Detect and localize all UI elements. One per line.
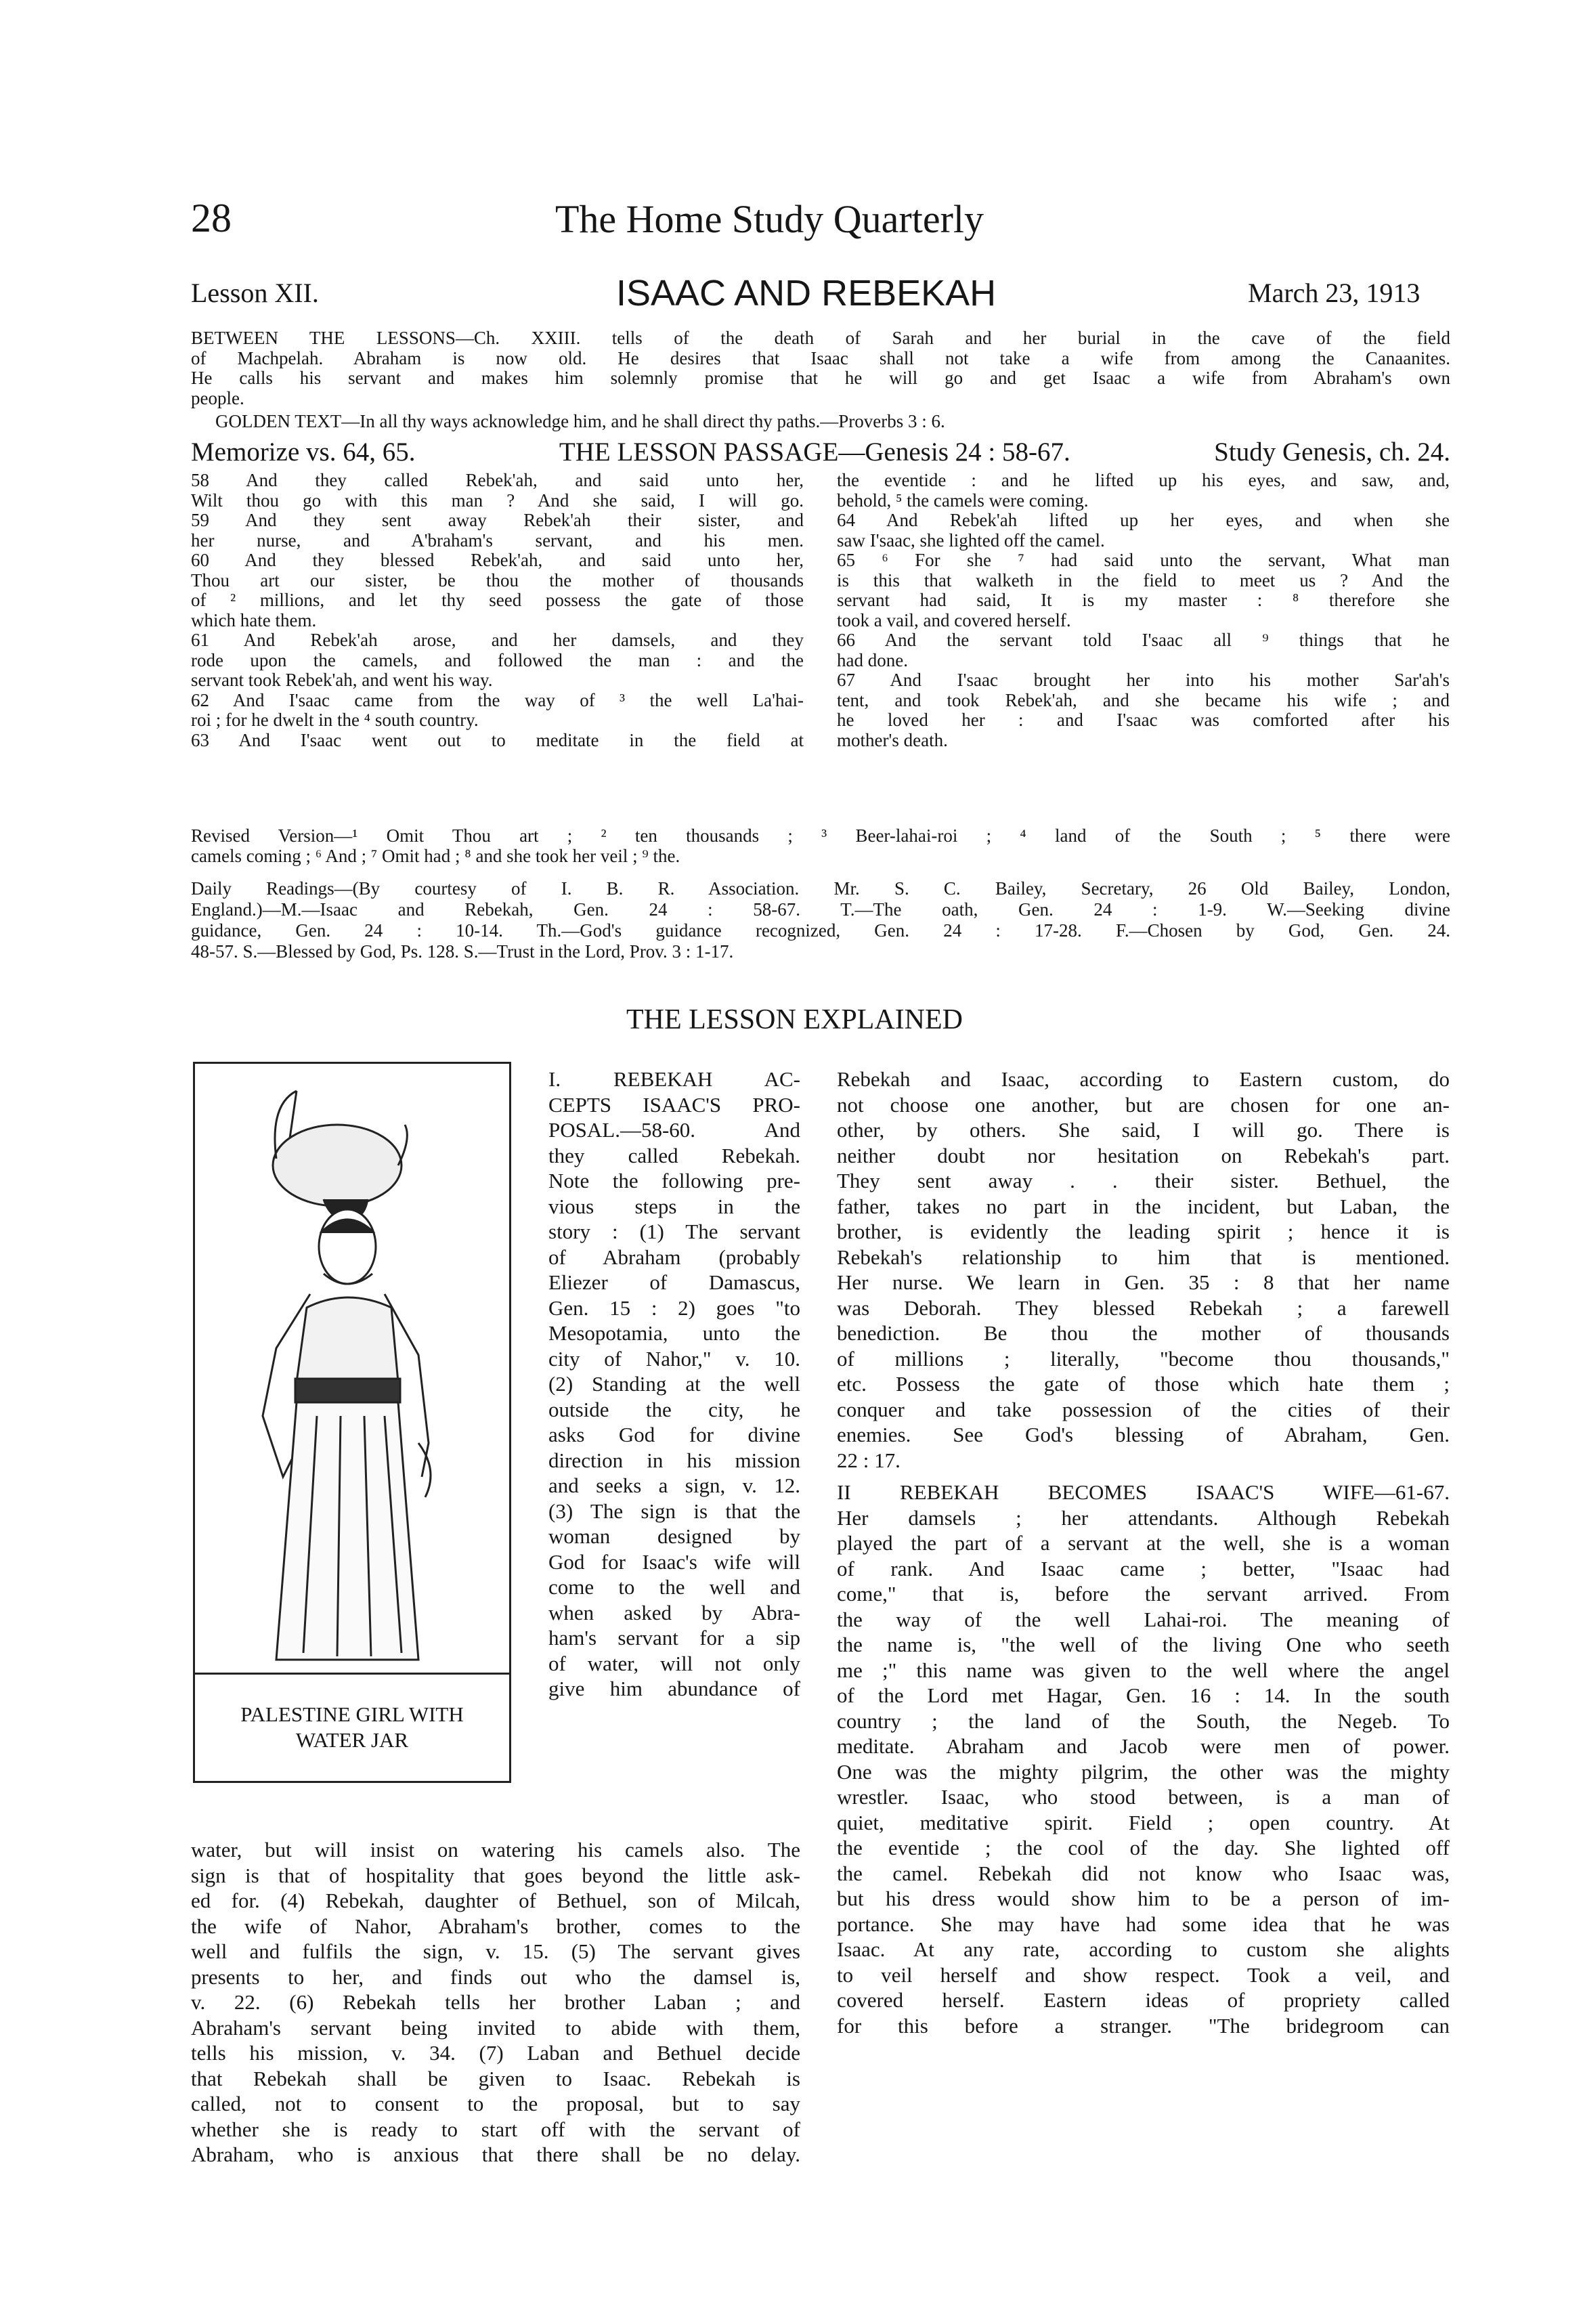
text-line: of the Lord met Hagar, Gen. 16 : 14. In the south — [837, 1683, 1450, 1707]
text-line: Mesopotamia, unto the — [548, 1321, 800, 1345]
daily-line: Daily Readings—(By courtesy of I. B. R. Association. Mr. S. C. Bailey, Secretary, 26 Old Bailey, London, — [191, 878, 1450, 899]
lesson-date: March 23, 1913 — [1248, 278, 1421, 308]
explained-column-1-narrow — [548, 1067, 800, 1702]
memorize-verses: Memorize vs. 64, 65. — [191, 437, 416, 467]
study-reference: Study Genesis, ch. 24. — [1214, 437, 1450, 467]
text-line: v. 22. (6) Rebekah tells her brother Laban ; and — [191, 1990, 800, 2014]
between-line: BETWEEN THE LESSONS—Ch. XXIII. tells of the death of Sarah and her burial in the cave of the field — [191, 328, 1450, 348]
verse-line: 66 And the servant told I'saac all ⁹ things that he — [837, 630, 1450, 650]
lesson-passage-heading: THE LESSON PASSAGE—Genesis 24 : 58-67. — [559, 437, 1070, 467]
daily-line: England.)—M.—Isaac and Rebekah, Gen. 24 : 58-67. T.—The oath, Gen. 24 : 1-9. W.—Seeking divine — [191, 899, 1450, 920]
text-line: Rebekah and Isaac, according to Eastern custom, do — [837, 1067, 1450, 1091]
verse-line: tent, and took Rebek'ah, and she became his wife ; and — [837, 689, 1450, 710]
text-line: not choose one another, but are chosen for one an- — [837, 1092, 1450, 1117]
running-title: The Home Study Quarterly — [555, 197, 984, 241]
text-line: well and fulfils the sign, v. 15. (5) The servant gives — [191, 1939, 800, 1963]
daily-line: 48-57. S.—Blessed by God, Ps. 128. S.—Trust in the Lord, Prov. 3 : 1-17. — [191, 941, 734, 962]
verse-line: 62 And I'saac came from the way of ³ the well La'hai- — [191, 689, 804, 710]
text-line: and seeks a sign, v. 12. — [548, 1473, 800, 1497]
text-line: direction in his mission — [548, 1448, 800, 1472]
text-line: presents to her, and finds out who the damsel is, — [191, 1964, 800, 1989]
text-line: vious steps in the — [548, 1194, 800, 1218]
text-line: ham's servant for a sip — [548, 1626, 800, 1650]
text-line: quiet, meditative spirit. Field ; open country. At — [837, 1810, 1450, 1834]
text-line: neither doubt nor hesitation on Rebekah's part. — [837, 1143, 1450, 1167]
between-line: He calls his servant and makes him solemnly promise that he will go and get Isaac a wife from Abraham's own — [191, 368, 1450, 388]
text-line: the camel. Rebekah did not know who Isaac was, — [837, 1861, 1450, 1885]
verse-line: took a vail, and covered herself. — [837, 609, 1071, 630]
text-line: water, but will insist on watering his camels also. The — [191, 1838, 800, 1862]
text-line: meditate. Abraham and Jacob were men of power. — [837, 1734, 1450, 1758]
verse-line: 58 And they called Rebek'ah, and said unto her, — [191, 470, 804, 490]
lesson-number: Lesson XII. — [191, 278, 319, 308]
verse-line: her nurse, and A'braham's servant, and his men. — [191, 530, 804, 551]
text-line: etc. Possess the gate of those which hate them ; — [837, 1372, 1450, 1396]
revised-line: camels coming ; ⁶ And ; ⁷ Omit had ; ⁸ and she took her veil ; ⁹ the. — [191, 845, 680, 866]
lesson-explained-heading: THE LESSON EXPLAINED — [626, 1004, 963, 1035]
text-line: Gen. 15 : 2) goes "to — [548, 1295, 800, 1320]
text-line: story : (1) The servant — [548, 1220, 800, 1243]
explained-column-1-full — [191, 1837, 800, 2168]
verse-line: 65 ⁶ For she ⁷ had said unto the servant, What man — [837, 550, 1450, 570]
text-line: portance. She may have had some idea that he was — [837, 1912, 1450, 1936]
text-line: the wife of Nahor, Abraham's brother, comes to the — [191, 1914, 800, 1938]
text-line: the way of the well Lahai-roi. The meaning of — [837, 1607, 1450, 1631]
text-line: of water, will not only — [548, 1651, 800, 1675]
text-line: tells his mission, v. 34. (7) Laban and Bethuel decide — [191, 2041, 800, 2065]
text-line: of rank. And Isaac came ; better, "Isaac had — [837, 1556, 1450, 1580]
text-line: but his dress would show him to be a person of im- — [837, 1887, 1450, 1910]
text-line: woman designed by — [548, 1524, 800, 1548]
text-line: they called Rebekah. — [548, 1143, 800, 1167]
caption-line: WATER JAR — [295, 1728, 409, 1752]
palestine-girl-illustration — [195, 1064, 509, 1673]
revised-line: Revised Version—¹ Omit Thou art ; ² ten thousands ; ³ Beer-lahai-roi ; ⁴ land of the South ; ⁵ there were — [191, 825, 1450, 846]
verse-line: saw I'saac, she lighted off the camel. — [837, 530, 1105, 551]
text-line: conquer and take possession of the cities of their — [837, 1397, 1450, 1421]
text-line: come to the well and — [548, 1575, 800, 1599]
text-line: (2) Standing at the well — [548, 1372, 800, 1396]
text-line: Rebekah's relationship to him that is mentioned. — [837, 1245, 1450, 1269]
verse-line: had done. — [837, 649, 908, 670]
text-line: Isaac. At any rate, according to custom she alights — [837, 1937, 1450, 1961]
text-line: come," that is, before the servant arrived. From — [837, 1582, 1450, 1606]
verse-line: rode upon the camels, and followed the man : and the — [191, 649, 804, 670]
text-line: I. REBEKAH AC- — [548, 1067, 800, 1091]
text-line: played the part of a servant at the well, she is a woman — [837, 1531, 1450, 1555]
text-line: other, by others. She said, I will go. There is — [837, 1118, 1450, 1142]
verse-line: 67 And I'saac brought her into his mother Sar'ah's — [837, 670, 1450, 690]
between-line: people. — [191, 387, 244, 408]
between-the-lessons — [191, 328, 1450, 408]
text-line: Her damsels ; her attendants. Although Rebekah — [837, 1505, 1450, 1530]
verse-line: behold, ⁵ the camels were coming. — [837, 490, 1089, 511]
text-line: city of Nahor," v. 10. — [548, 1346, 800, 1371]
text-line: asks God for divine — [548, 1423, 800, 1446]
text-line: the eventide ; the cool of the day. She lighted off — [837, 1836, 1450, 1859]
text-line: (3) The sign is that the — [548, 1499, 800, 1523]
verse-line: Thou art our sister, be thou the mother of thousands — [191, 569, 804, 590]
text-line: for this before a stranger. "The bridegroom can — [837, 2013, 1450, 2038]
text-line: 22 : 17. — [837, 1448, 901, 1472]
text-line: They sent away . . their sister. Bethuel, the — [837, 1169, 1450, 1192]
text-line: whether she is ready to start off with the servant of — [191, 2117, 800, 2141]
verse-line: roi ; for he dwelt in the ⁴ south country. — [191, 710, 479, 730]
revised-version — [191, 826, 1450, 866]
memorize-line — [191, 437, 1450, 467]
illustration-frame — [193, 1062, 511, 1783]
text-line: sign is that of hospitality that goes beyond the little ask- — [191, 1863, 800, 1887]
verse-line: 60 And they blessed Rebek'ah, and said unto her, — [191, 550, 804, 570]
text-line: enemies. See God's blessing of Abraham, Gen. — [837, 1423, 1450, 1446]
text-line: CEPTS ISAAC'S PRO- — [548, 1092, 800, 1117]
text-line: Abraham's servant being invited to abide with them, — [191, 2015, 800, 2040]
text-line: to veil herself and show respect. Took a veil, and — [837, 1962, 1450, 1987]
text-line: One was the mighty pilgrim, the other was the mighty — [837, 1759, 1450, 1784]
verse-line: he loved her : and I'saac was comforted after his — [837, 710, 1450, 730]
lesson-title: ISAAC AND REBEKAH — [616, 273, 997, 314]
text-line: benediction. Be thou the mother of thousands — [837, 1321, 1450, 1345]
text-line: Note the following pre- — [548, 1169, 800, 1192]
text-line: called, not to consent to the proposal, but to say — [191, 2092, 800, 2115]
text-line: outside the city, he — [548, 1397, 800, 1421]
verse-line: the eventide : and he lifted up his eyes, and saw, and, — [837, 470, 1450, 490]
text-line: father, takes no part in the incident, but Laban, the — [837, 1194, 1450, 1218]
verse-line: is this that walketh in the field to meet us ? And the — [837, 569, 1450, 590]
verse-line: 63 And I'saac went out to meditate in the field at — [191, 729, 804, 750]
verse-line: which hate them. — [191, 609, 317, 630]
text-line: that Rebekah shall be given to Isaac. Rebekah is — [191, 2066, 800, 2090]
daily-readings — [191, 878, 1450, 962]
text-line: of Abraham (probably — [548, 1245, 800, 1269]
text-line: the name is, "the well of the living One who seeth — [837, 1633, 1450, 1656]
verse-line: 64 And Rebek'ah lifted up her eyes, and when she — [837, 510, 1450, 530]
text-line: covered herself. Eastern ideas of propriety called — [837, 1988, 1450, 2012]
text-line: me ;" this name was given to the well where the angel — [837, 1658, 1450, 1682]
caption-line: PALESTINE GIRL WITH — [240, 1702, 464, 1726]
verse-line: of ² millions, and let thy seed possess the gate of those — [191, 590, 804, 610]
text-line: of millions ; literally, "become thou thousands," — [837, 1346, 1450, 1371]
passage-right-column — [837, 471, 1450, 750]
passage-left-column — [191, 471, 804, 750]
text-line: give him abundance of — [548, 1677, 800, 1700]
text-line: Her nurse. We learn in Gen. 35 : 8 that her name — [837, 1270, 1450, 1294]
verse-line: 61 And Rebek'ah arose, and her damsels, and they — [191, 630, 804, 650]
text-line: God for Isaac's wife will — [548, 1549, 800, 1574]
text-line: when asked by Abra- — [548, 1600, 800, 1624]
text-line: country ; the land of the South, the Negeb. To — [837, 1708, 1450, 1733]
illustration-caption — [195, 1673, 509, 1781]
text-line: Eliezer of Damascus, — [548, 1270, 800, 1294]
verse-line: servant had said, It is my master : ⁸ therefore she — [837, 590, 1450, 610]
text-line: POSAL.—58-60. And — [548, 1118, 800, 1142]
page-number: 28 — [191, 196, 232, 240]
golden-text: GOLDEN TEXT—In all thy ways acknowledge him, and he shall direct thy paths.—Proverbs 3 : 6. — [215, 411, 945, 431]
verse-line: Wilt thou go with this man ? And she said, I will go. — [191, 490, 804, 511]
text-line: Abraham, who is anxious that there shall be no delay. — [191, 2143, 800, 2166]
text-line: ed for. (4) Rebekah, daughter of Bethuel, son of Milcah, — [191, 1889, 800, 1912]
section-heading-ii: II REBEKAH BECOMES ISAAC'S WIFE—61-67. — [837, 1480, 1450, 1504]
text-line: was Deborah. They blessed Rebekah ; a farewell — [837, 1295, 1450, 1320]
text-line: brother, is evidently the leading spirit ; hence it is — [837, 1220, 1450, 1243]
between-line: of Machpelah. Abraham is now old. He desires that Isaac shall not take a wife from among the Canaanites. — [191, 347, 1450, 368]
explained-column-2 — [837, 1067, 1450, 2038]
daily-line: guidance, Gen. 24 : 10-14. Th.—God's guidance recognized, Gen. 24 : 17-28. F.—Chosen by God, Gen. 24. — [191, 920, 1450, 941]
verse-line: 59 And they sent away Rebek'ah their sister, and — [191, 510, 804, 530]
verse-line: servant took Rebek'ah, and went his way. — [191, 670, 493, 690]
text-line: wrestler. Isaac, who stood between, is a man of — [837, 1785, 1450, 1809]
verse-line: mother's death. — [837, 729, 948, 750]
